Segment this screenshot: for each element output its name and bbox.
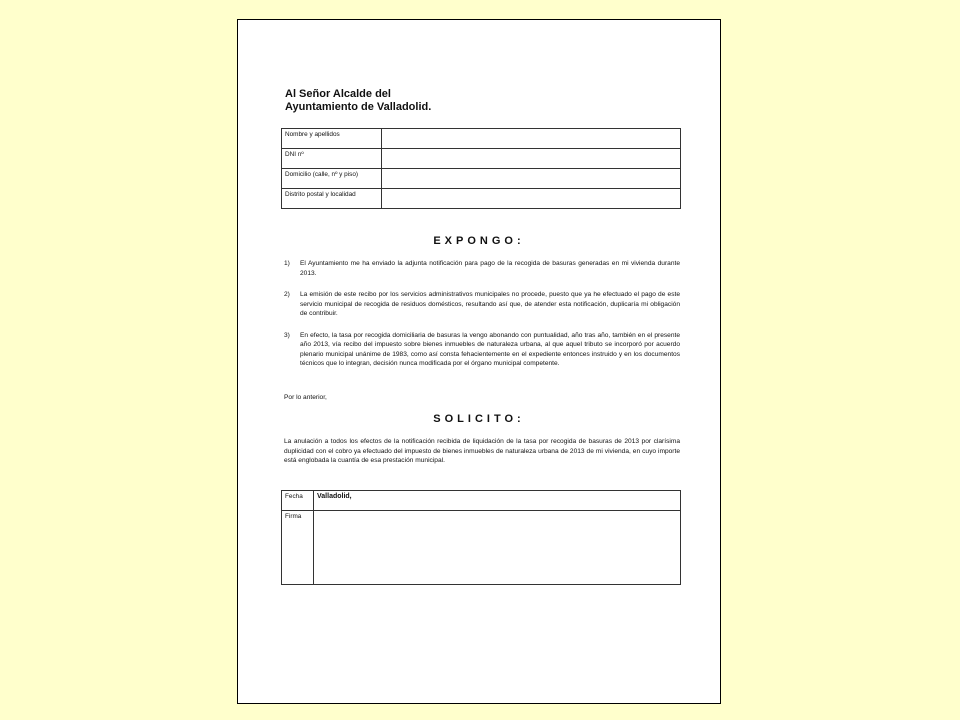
dni-label: DNI nº bbox=[282, 149, 382, 169]
closing-line: Por lo anterior, bbox=[284, 394, 327, 401]
expongo-list bbox=[284, 259, 680, 381]
item-text: El Ayuntamiento me ha enviado la adjunta notificación para pago de la recogida de basuras generadas en mi vivienda durante 2013. bbox=[300, 260, 680, 277]
fecha-label: Fecha bbox=[282, 491, 314, 511]
list-item bbox=[284, 331, 680, 369]
firma-label: Firma bbox=[282, 511, 314, 585]
document-page bbox=[237, 19, 721, 704]
addressee-line-1: Al Señor Alcalde del bbox=[285, 88, 391, 100]
table-row bbox=[282, 149, 681, 169]
solicito-paragraph: La anulación a todos los efectos de la notificación recibida de liquidación de la tasa por recogida de basuras de 2013 por clarísima duplicidad con el cobro ya efectuado del impuesto de bienes inmuebles de naturaleza urbana de 2013 de mi vivienda, en cuyo importe está englobada la cuantía de esa prestación municipal. bbox=[284, 438, 680, 464]
item-number: 1) bbox=[284, 260, 290, 267]
postal-field[interactable] bbox=[382, 189, 681, 209]
expongo-title: EXPONGO: bbox=[433, 235, 525, 247]
fecha-field[interactable]: Valladolid, bbox=[314, 491, 681, 511]
item-text: En efecto, la tasa por recogida domiciliaria de basuras la vengo abonando con puntualidad, año tras año, también en el presente año 2013, vía recibo del impuesto sobre bienes inmuebles de naturaleza urbana, al que aquel tributo se incorporó por acuerdo plenario municipal unánime de 1983, como así consta fehacientemente en el expediente entonces instruido y en los documentos técnicos que lo integran, decisión nunca modificada por el órgano municipal competente. bbox=[300, 331, 680, 367]
solicito-title: SOLICITO: bbox=[433, 413, 525, 425]
addressee-heading bbox=[285, 88, 431, 114]
dni-field[interactable] bbox=[382, 149, 681, 169]
name-label: Nombre y apellidos bbox=[282, 129, 382, 149]
signature-table bbox=[281, 490, 681, 585]
table-row bbox=[282, 169, 681, 189]
item-text: La emisión de este recibo por los servicios administrativos municipales no procede, puesto que ya he efectuado el pago de este servicio municipal de recogida de residuos domésticos, resultando así que, de atender esta notificación, duplicaría mi obligación de contribuir. bbox=[300, 291, 680, 317]
list-item bbox=[284, 259, 680, 278]
table-row bbox=[282, 491, 681, 511]
list-item bbox=[284, 290, 680, 319]
firma-field[interactable] bbox=[314, 511, 681, 585]
personal-data-table bbox=[281, 128, 681, 209]
table-row bbox=[282, 129, 681, 149]
name-field[interactable] bbox=[382, 129, 681, 149]
item-number: 3) bbox=[284, 331, 290, 339]
address-label: Domicilio (calle, nº y piso) bbox=[282, 169, 382, 189]
table-row bbox=[282, 189, 681, 209]
item-number: 2) bbox=[284, 291, 290, 298]
table-row bbox=[282, 511, 681, 585]
postal-label: Distrito postal y localidad bbox=[282, 189, 382, 209]
address-field[interactable] bbox=[382, 169, 681, 189]
addressee-line-2: Ayuntamiento de Valladolid. bbox=[285, 101, 432, 113]
